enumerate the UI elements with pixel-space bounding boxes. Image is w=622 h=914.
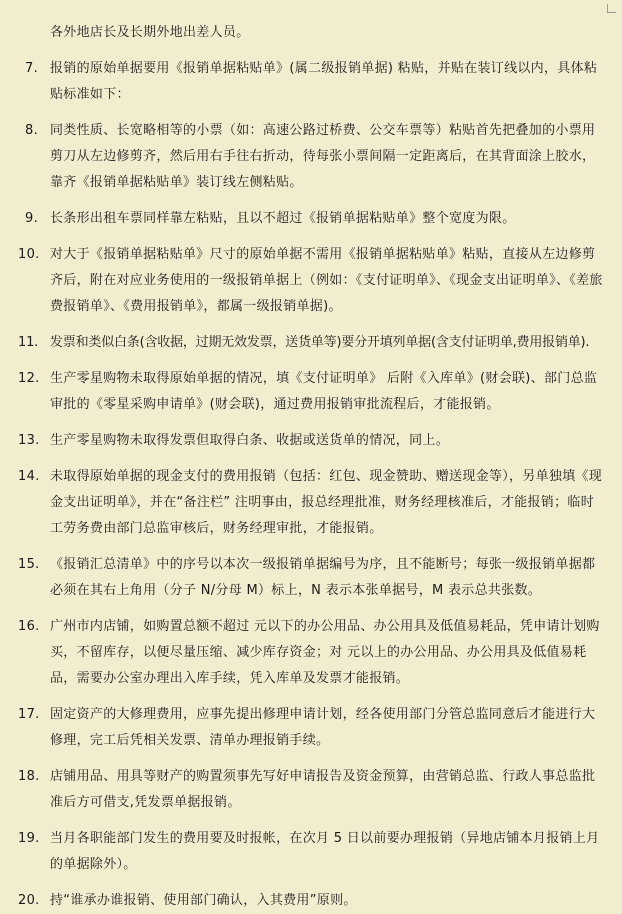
item-number: 9. <box>25 211 39 226</box>
item-number: 14. <box>18 469 40 484</box>
list-item <box>0 206 622 232</box>
item-number: 11. <box>18 335 39 350</box>
item-text: 生产零星购物未取得发票但取得白条、收据或送货单的情况，同上。 <box>50 433 450 448</box>
list-item <box>0 20 622 46</box>
item-text: 持“谁承办谁报销、使用部门确认，入其费用”原则。 <box>50 893 357 908</box>
item-text: 生产零星购物未取得原始单据的情况，填《支付证明单》 后附《入库单》(财会联)、部门总监审批的《零星采购申请单》(财会联)，通过费用报销审批流程后，才能报销。 <box>50 371 598 412</box>
reimbursement-rules-list <box>0 20 622 914</box>
list-item <box>0 118 622 196</box>
item-number: 7. <box>25 61 39 76</box>
page-corner-mark <box>607 4 616 13</box>
item-text: 未取得原始单据的现金支付的费用报销（包括：红包、现金赞助、赠送现金等），另单独填《现金支出证明单》，并在“备注栏” 注明事由，报总经理批准，财务经理核准后，才能报销；临时工劳务费由部门总监审核后，财务经理审批，才能报销。 <box>50 469 603 536</box>
list-item <box>0 826 622 878</box>
list-item <box>0 552 622 604</box>
item-number: 8. <box>25 123 39 138</box>
item-number: 15. <box>18 557 40 572</box>
item-text: 对大于《报销单据粘贴单》尺寸的原始单据不需用《报销单据粘贴单》粘贴，直接从左边修剪齐后，附在对应业务使用的一级报销单据上（例如：《支付证明单》、《现金支出证明单》、《差旅费报销单》、《费用报销单》，都属一级报销单据)。 <box>50 247 603 314</box>
item-number: 19. <box>18 831 40 846</box>
item-number: 13. <box>18 433 40 448</box>
list-item <box>0 428 622 454</box>
item-text: 报销的原始单据要用《报销单据粘贴单》(属二级报销单据) 粘贴，并贴在装订线以内，具体粘贴标准如下： <box>50 61 598 102</box>
list-item <box>0 614 622 692</box>
item-text: 长条形出租车票同样靠左粘贴，且以不超过《报销单据粘贴单》整个宽度为限。 <box>50 211 516 226</box>
item-text: 当月各职能部门发生的费用要及时报帐，在次月 5 日以前要办理报销（异地店铺本月报销上月的单据除外）。 <box>50 831 600 872</box>
item-text: 发票和类似白条(含收据，过期无效发票，送货单等)要分开填列单据(含支付证明单,费用报销单). <box>50 335 590 350</box>
list-item <box>0 366 622 418</box>
item-number: 18. <box>18 769 40 784</box>
list-item <box>0 888 622 914</box>
item-text: 固定资产的大修理费用，应事先提出修理申请计划，经各使用部门分管总监同意后才能进行大修理，完工后凭相关发票、清单办理报销手续。 <box>50 707 596 748</box>
list-item <box>0 464 622 542</box>
list-item <box>0 702 622 754</box>
item-text: 同类性质、长宽略相等的小票（如：高速公路过桥费、公交车票等）粘贴首先把叠加的小票用剪刀从左边修剪齐，然后用右手往右折动，待每张小票间隔一定距离后，在其背面涂上胶水，靠齐《报销单据粘贴单》装订线左侧粘贴。 <box>50 123 596 190</box>
item-text: 《报销汇总清单》中的序号以本次一级报销单据编号为序，且不能断号；每张一级报销单据都必须在其右上角用（分子 N/分母 M）标上，N 表示本张单据号，M 表示总共张数。 <box>50 557 596 598</box>
item-number: 12. <box>18 371 40 386</box>
item-number: 17. <box>18 707 40 722</box>
list-item <box>0 242 622 320</box>
item-number: 16. <box>18 619 40 634</box>
list-item <box>0 764 622 816</box>
item-number: 20. <box>18 893 40 908</box>
item-text: 店铺用品、用具等财产的购置须事先写好申请报告及资金预算，由营销总监、行政人事总监批准后方可借支,凭发票单据报销。 <box>50 769 596 810</box>
item-number: 10. <box>18 247 40 262</box>
list-item <box>0 330 622 356</box>
item-text: 广州市内店铺，如购置总额不超过 元以下的办公用品、办公用具及低值易耗品，凭申请计划购买，不留库存，以便尽量压缩、减少库存资金；对 元以上的办公用品、办公用具及低值易耗品，需要办公室办理出入库手续，凭入库单及发票才能报销。 <box>50 619 600 686</box>
item-text: 各外地店长及长期外地出差人员。 <box>50 25 250 40</box>
list-item <box>0 56 622 108</box>
